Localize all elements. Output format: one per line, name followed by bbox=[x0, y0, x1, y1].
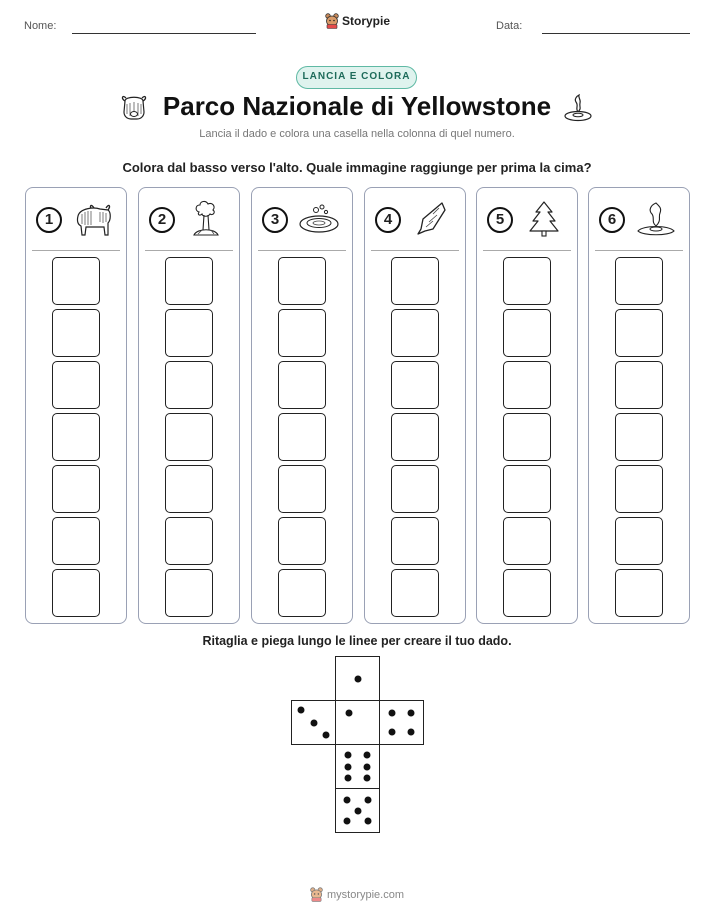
color-box[interactable] bbox=[165, 465, 213, 513]
die-pip bbox=[389, 710, 396, 717]
column-5 bbox=[476, 187, 578, 624]
date-label: Data: bbox=[496, 20, 523, 32]
color-box[interactable] bbox=[615, 361, 663, 409]
color-box[interactable] bbox=[278, 465, 326, 513]
brand-logo bbox=[325, 13, 390, 29]
geyser-icon bbox=[561, 90, 595, 124]
color-box[interactable] bbox=[391, 257, 439, 305]
column-number: 6 bbox=[599, 207, 625, 233]
column-divider bbox=[32, 250, 120, 251]
column-number: 2 bbox=[149, 207, 175, 233]
die-pip bbox=[354, 675, 361, 682]
color-box[interactable] bbox=[391, 569, 439, 617]
footer bbox=[0, 887, 714, 902]
color-box[interactable] bbox=[165, 413, 213, 461]
date-line[interactable] bbox=[542, 33, 690, 34]
storypie-bear-icon bbox=[325, 13, 339, 29]
column-number: 4 bbox=[375, 207, 401, 233]
color-box[interactable] bbox=[52, 569, 100, 617]
die-pip bbox=[322, 731, 329, 738]
cut-instruction: Ritaglia e piega lungo le linee per creare il tuo dado. bbox=[202, 634, 512, 648]
die-face-bottom[interactable] bbox=[335, 788, 380, 833]
color-box[interactable] bbox=[165, 361, 213, 409]
instruction: Colora dal basso verso l'alto. Quale immagine raggiunge per prima la cima? bbox=[122, 160, 592, 175]
column-number: 3 bbox=[262, 207, 288, 233]
color-box[interactable] bbox=[503, 569, 551, 617]
column-divider bbox=[595, 250, 683, 251]
column-3 bbox=[251, 187, 353, 624]
color-box[interactable] bbox=[503, 309, 551, 357]
name-label: Nome: bbox=[24, 20, 57, 32]
color-box[interactable] bbox=[391, 517, 439, 565]
color-box[interactable] bbox=[278, 517, 326, 565]
column-4 bbox=[364, 187, 466, 624]
column-divider bbox=[483, 250, 571, 251]
color-box[interactable] bbox=[503, 257, 551, 305]
color-box[interactable] bbox=[503, 413, 551, 461]
die-pip bbox=[345, 763, 352, 770]
column-2 bbox=[138, 187, 240, 624]
color-box[interactable] bbox=[391, 361, 439, 409]
die-pip bbox=[364, 797, 371, 804]
name-line[interactable] bbox=[72, 33, 256, 34]
die-face-left[interactable] bbox=[291, 700, 336, 745]
color-box[interactable] bbox=[52, 257, 100, 305]
color-box[interactable] bbox=[52, 465, 100, 513]
page-title: Parco Nazionale di Yellowstone bbox=[162, 91, 552, 121]
column-1 bbox=[25, 187, 127, 624]
die-pip bbox=[363, 763, 370, 770]
color-box[interactable] bbox=[165, 517, 213, 565]
die-pip bbox=[363, 752, 370, 759]
color-box[interactable] bbox=[503, 517, 551, 565]
die-face-right[interactable] bbox=[379, 700, 424, 745]
color-box[interactable] bbox=[615, 465, 663, 513]
die-pip bbox=[345, 752, 352, 759]
color-box[interactable] bbox=[165, 257, 213, 305]
color-box[interactable] bbox=[615, 309, 663, 357]
die-face-lower[interactable] bbox=[335, 744, 380, 789]
column-number: 1 bbox=[36, 207, 62, 233]
color-box[interactable] bbox=[278, 309, 326, 357]
die-pip bbox=[354, 807, 361, 814]
steaming-vent-icon bbox=[635, 198, 677, 240]
die-pip bbox=[298, 707, 305, 714]
hot-spring-icon bbox=[298, 198, 340, 240]
geyser-eruption-icon bbox=[185, 198, 227, 240]
color-box[interactable] bbox=[615, 257, 663, 305]
die-pip bbox=[310, 719, 317, 726]
die-pip bbox=[364, 817, 371, 824]
arrowhead-icon bbox=[411, 198, 453, 240]
color-box[interactable] bbox=[615, 413, 663, 461]
storypie-bear-icon bbox=[310, 887, 323, 902]
die-pip bbox=[344, 817, 351, 824]
color-box[interactable] bbox=[278, 569, 326, 617]
die-face-top[interactable] bbox=[335, 656, 380, 701]
column-divider bbox=[145, 250, 233, 251]
column-number: 5 bbox=[487, 207, 513, 233]
color-box[interactable] bbox=[278, 413, 326, 461]
pine-tree-icon bbox=[523, 198, 565, 240]
color-box[interactable] bbox=[391, 465, 439, 513]
color-box[interactable] bbox=[52, 361, 100, 409]
die-face-center[interactable] bbox=[335, 700, 380, 745]
color-box[interactable] bbox=[615, 517, 663, 565]
color-box[interactable] bbox=[503, 465, 551, 513]
color-box[interactable] bbox=[391, 413, 439, 461]
die-pip bbox=[389, 728, 396, 735]
color-box[interactable] bbox=[278, 257, 326, 305]
brand-name: Storypie bbox=[342, 14, 391, 28]
subtitle: Lancia il dado e colora una casella nella colonna di quel numero. bbox=[199, 128, 515, 140]
die-pip bbox=[407, 728, 414, 735]
bison-icon bbox=[72, 198, 114, 240]
column-6 bbox=[588, 187, 690, 624]
activity-badge: LANCIA E COLORA bbox=[296, 66, 417, 89]
color-box[interactable] bbox=[503, 361, 551, 409]
color-box[interactable] bbox=[52, 309, 100, 357]
column-divider bbox=[371, 250, 459, 251]
color-box[interactable] bbox=[52, 413, 100, 461]
color-box[interactable] bbox=[52, 517, 100, 565]
die-pip bbox=[345, 710, 352, 717]
die-pip bbox=[363, 774, 370, 781]
color-box[interactable] bbox=[165, 569, 213, 617]
color-box[interactable] bbox=[165, 309, 213, 357]
column-divider bbox=[258, 250, 346, 251]
die-pip bbox=[344, 797, 351, 804]
die-pip bbox=[407, 710, 414, 717]
color-box[interactable] bbox=[615, 569, 663, 617]
color-box[interactable] bbox=[278, 361, 326, 409]
die-pip bbox=[345, 774, 352, 781]
color-box[interactable] bbox=[391, 309, 439, 357]
footer-url[interactable]: mystorypie.com bbox=[326, 888, 405, 901]
